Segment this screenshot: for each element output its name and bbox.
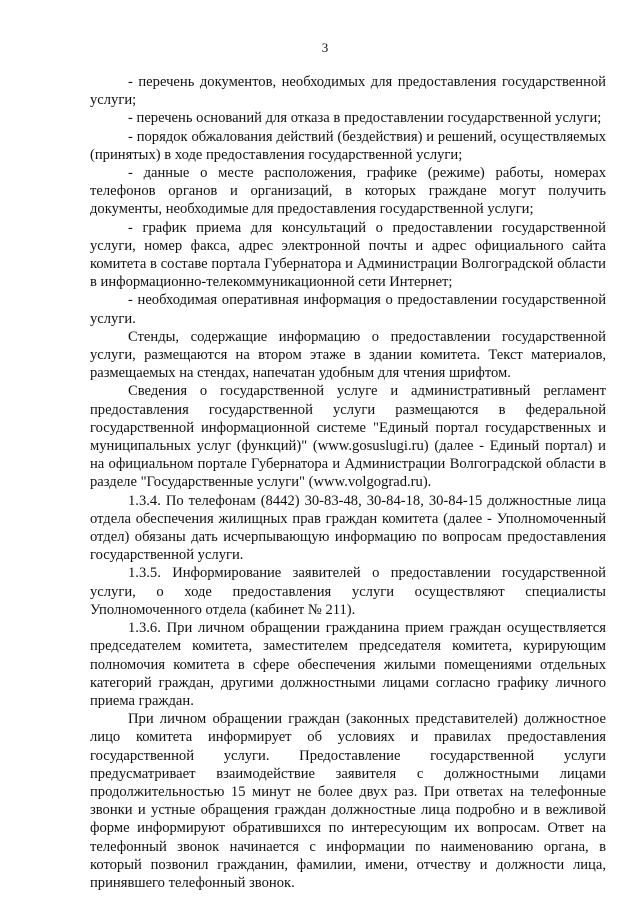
paragraph: 1.3.6. При личном обращении гражданина прием граждан осуществляется председателем комитета, заместителем председателя комитета, курирующим полномочия комитета в сфере обеспечения жилыми помещениями отдельных категорий граждан, другими должностными лицами согласно графику личного приема граждан. bbox=[90, 620, 606, 709]
paragraph: Стенды, содержащие информацию о предоставлении государственной услуги, размещаются на втором этаже в здании комитета. Текст материалов, размещаемых на стендах, напечатан удобным для чтения шрифтом. bbox=[90, 328, 606, 382]
paragraph: - порядок обжалования действий (бездействия) и решений, осуществляемых (принятых) в ходе предоставления государственной услуги; bbox=[90, 128, 606, 163]
paragraph: - график приема для консультаций о предоставлении государственной услуги, номер факса, адрес электронной почты и адрес официального сайта комитета в составе портала Губернатора и Администрации Волгоградской области в информационно-телекоммуникационной сети Интернет; bbox=[90, 219, 606, 291]
paragraph: - данные о месте расположения, графике (режиме) работы, номерах телефонов органов и организаций, в которых граждане могут получить документы, необходимые для предоставления государственной услуги; bbox=[90, 165, 606, 218]
paragraph: 1.3.5. Информирование заявителей о предоставлении государственной услуги, о ходе предоставления услуги осуществляют специалисты Уполномоченного отдела (кабинет № 211). bbox=[90, 565, 606, 618]
paragraph: - необходимая оперативная информация о предоставлении государственной услуги. bbox=[90, 292, 606, 327]
paragraph: 1.3.4. По телефонам (8442) 30-83-48, 30-84-18, 30-84-15 должностные лица отдела обеспечения жилищных прав граждан комитета (далее - Уполномоченный отдел) обязаны дать исчерпывающую информацию по вопросам предоставления государственной услуги. bbox=[90, 492, 606, 564]
page-number: 3 bbox=[321, 40, 329, 55]
paragraph: При личном обращении граждан (законных представителей) должностное лицо комитета информирует об условиях и правилах предоставления государственной услуги. Предоставление государственной услуги предусматривает взаимодействие заявителя с должностными лицами продолжительностью 15 минут не более двух раз. При ответах на телефонные звонки и устные обращения граждан должностные лица подробно и в вежливой форме информируют обратившихся по интересующим их вопросам. Ответ на телефонный звонок начинается с информации по наименованию органа, в который позвонил гражданин, фамилии, имени, отчеству и должности лица, принявшего телефонный звонок. bbox=[90, 711, 606, 891]
body-text bbox=[90, 73, 606, 892]
paragraph: - перечень оснований для отказа в предоставлении государственной услуги; bbox=[128, 110, 602, 127]
paragraph: - перечень документов, необходимых для предоставления государственной услуги; bbox=[90, 74, 606, 109]
paragraph: Сведения о государственной услуге и административный регламент предоставления государственной услуги размещаются в федеральной государственной информационной системе "Единый портал государственных и муниципальных услуг (функций)" (www.gosuslugi.ru) (далее - Единый портал) и на официальном портале Губернатора и Администрации Волгоградской области в разделе "Государственные услуги" (www.volgograd.ru). bbox=[90, 383, 606, 491]
